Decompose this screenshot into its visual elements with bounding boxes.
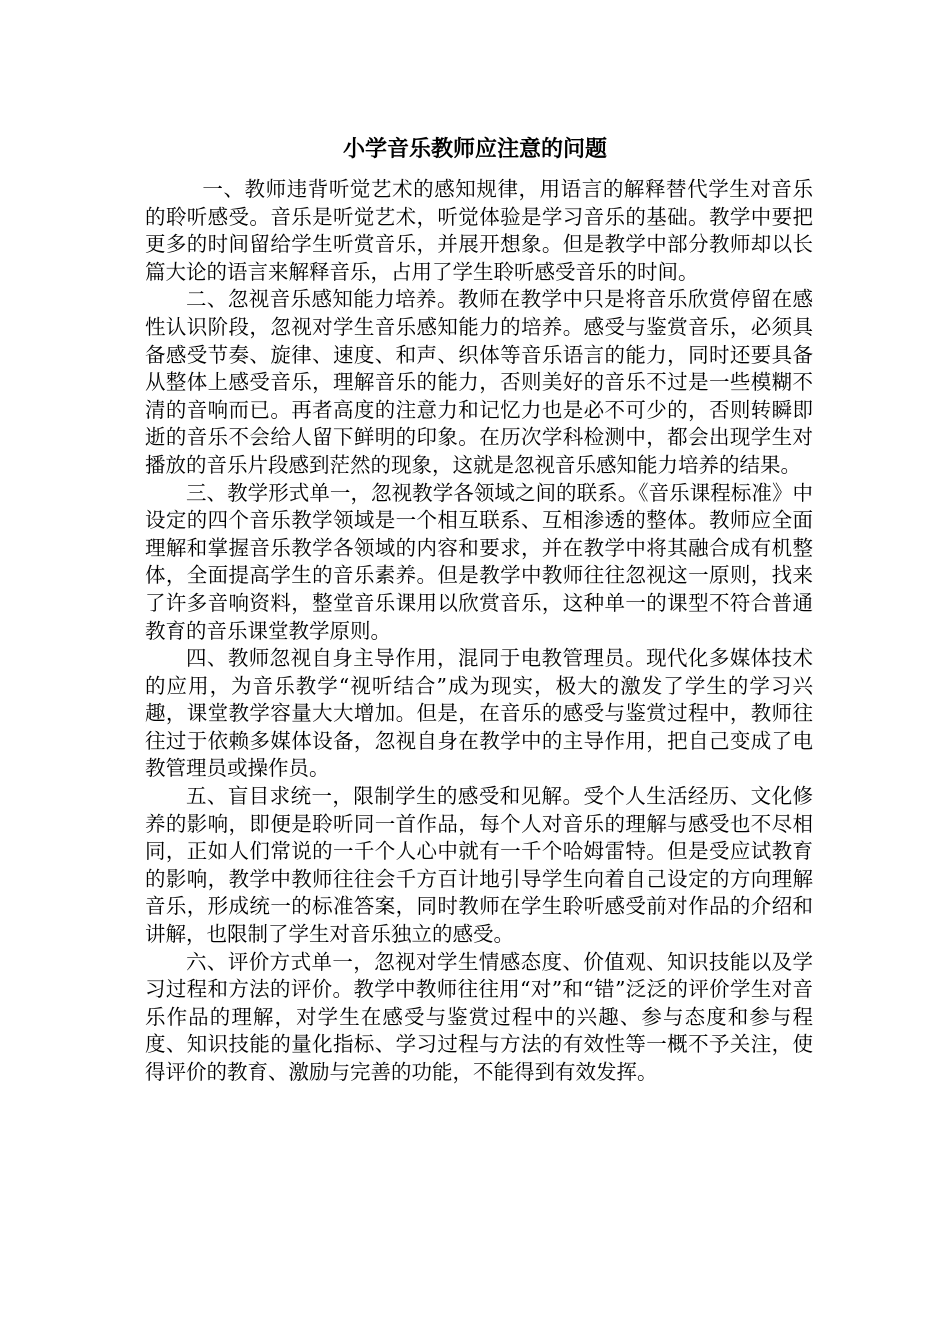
paragraph-4: 四、教师忽视自身主导作用，混同于电教管理员。现代化多媒体技术的应用，为音乐教学“视听结合”成为现实，极大的激发了学生的学习兴趣，课堂教学容量大大增加。但是，在音乐的感受与鉴赏过程中，教师往往过于依赖多媒体设备，忽视自身在教学中的主导作用，把自己变成了电教管理员或操作员。 — [145, 646, 813, 781]
document-body — [145, 176, 813, 1087]
paragraph-6: 六、评价方式单一，忽视对学生情感态度、价值观、知识技能以及学习过程和方法的评价。教学中教师往往用“对”和“错”泛泛的评价学生对音乐作品的理解，对学生在感受与鉴赏过程中的兴趣、参与态度和参与程度、知识技能的量化指标、学习过程与方法的有效性等一概不予关注，使得评价的教育、激励与完善的功能，不能得到有效发挥。 — [145, 949, 813, 1084]
paragraph-3: 三、教学形式单一，忽视教学各领域之间的联系。《音乐课程标准》中设定的四个音乐教学领域是一个相互联系、互相渗透的整体。教师应全面理解和掌握音乐教学各领域的内容和要求，并在教学中将其融合成有机整体，全面提高学生的音乐素养。但是教学中教师往往忽视这一原则，找来了许多音响资料，整堂音乐课用以欣赏音乐，这种单一的课型不符合普通教育的音乐课堂教学原则。 — [145, 480, 813, 643]
document-title: 小学音乐教师应注意的问题 — [342, 137, 607, 162]
paragraph-2: 二、忽视音乐感知能力培养。教师在教学中只是将音乐欣赏停留在感性认识阶段，忽视对学生音乐感知能力的培养。感受与鉴赏音乐，必须具备感受节奏、旋律、速度、和声、织体等音乐语言的能力，同时还要具备从整体上感受音乐，理解音乐的能力，否则美好的音乐不过是一些模糊不清的音响而已。再者高度的注意力和记忆力也是必不可少的，否则转瞬即逝的音乐不会给人留下鲜明的印象。在历次学科检测中，都会出现学生对播放的音乐片段感到茫然的现象，这就是忽视音乐感知能力培养的结果。 — [145, 287, 813, 477]
paragraph-5: 五、盲目求统一，限制学生的感受和见解。受个人生活经历、文化修养的影响，即便是聆听同一首作品，每个人对音乐的理解与感受也不尽相同，正如人们常说的一千个人心中就有一千个哈姆雷特。但是受应试教育的影响，教学中教师往往会千方百计地引导学生向着自己设定的方向理解音乐，形成统一的标准答案，同时教师在学生聆听感受前对作品的介绍和讲解，也限制了学生对音乐独立的感受。 — [145, 784, 813, 947]
paragraph-1: 一、教师违背听觉艺术的感知规律，用语言的解释替代学生对音乐的聆听感受。音乐是听觉艺术，听觉体验是学习音乐的基础。教学中要把更多的时间留给学生听赏音乐，并展开想象。但是教学中部分教师却以长篇大论的语言来解释音乐，占用了学生聆听感受音乐的时间。 — [145, 177, 813, 284]
